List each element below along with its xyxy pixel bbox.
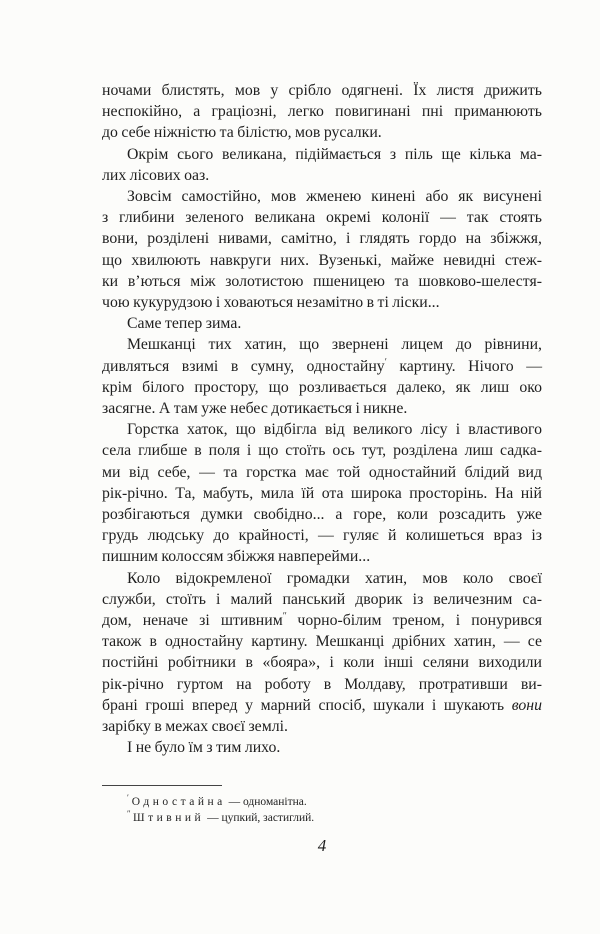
text-line: рік-річно гуртом на роботу в Молдаву, протративши ви- [102,675,542,693]
text-line: неспокійно, а граціозні, легко повигинані пні приманюють [102,103,542,121]
paragraph [102,334,542,419]
text-line: зарібку в межах своєї землі. [102,718,288,736]
footnote-marker: ʺ [127,808,131,819]
text-line: з глибини зеленого великана окремі колонії — так стоять [102,209,542,227]
text-line: Окрім сього великана, підіймається з піль ще кілька ма- [127,145,542,163]
footnotes-section [102,785,542,826]
text-line: І не було їм з тим лихо. [127,739,281,757]
text-line: ночами блистять, мов у срібло одягнені. Їх листя дрижить [102,82,542,99]
text-line: постійні робітники в «бояра», і коли інші селяни виходили [102,654,542,672]
text-line: Зовсім самостійно, мов жменею кинені або як висунені [127,188,542,206]
paragraph [102,313,542,334]
paragraph [102,568,542,738]
footnote-term: Одностайна [131,796,226,808]
text-line: до себе ніжністю та білістю, мов русалки. [102,124,382,142]
footnote-rule [102,785,222,786]
paragraph [102,144,542,186]
footnote-marker: ʹ [384,356,387,368]
text-line: пишним колоссям збіжжя навперейми... [102,548,371,566]
text-line: ми від себе, — та горстка має той одностайний блідий вид [102,463,542,481]
text-line: дивляться взимі в сумну, одностайну$^ʹ$ картину. Нічого — [102,356,542,375]
footnote-marker: ʹ [127,792,129,803]
text-line: засягне. А там уже небес дотикається і никне. [102,400,408,418]
paragraph [102,80,542,144]
text-line: також в одностайну картину. Мешканці дрібних хатин, — се [102,633,542,651]
footnote-list [102,794,542,826]
text-line: дом, неначе зі штивним$^ʺ$ чорно-білим треном, і понурився [102,610,542,630]
body-text [102,80,542,759]
text-line: служби, стоїть і малий панський дворик із величезним са- [102,590,542,608]
text-line: Коло відокремленої громадки хатин, мов коло своєї [127,569,542,587]
footnote-term: Штивний [133,812,205,824]
text-line: брані гроші вперед у марний спосіб, шукали і шукають вони [102,696,542,714]
text-line: вони, розділені нивами, самітно, і глядять гордо на збіжжя, [102,230,542,248]
text-line: Саме тепер зима. [127,315,242,333]
footnote-entry: $^ʹ$ Одностайна — одноманітна. [127,792,307,808]
paragraph [102,186,542,313]
footnote-entry: $^ʺ$ Штивний — цупкий, застиглий. [127,808,315,824]
italic-text: вони [511,696,542,714]
text-line: Мешканці тих хатин, що звернені лицем до рівнини, [127,336,542,354]
text-line: чою кукурудзою і ховаються незамітно в ті ліски... [102,294,440,312]
text-line: лих лісових оаз. [102,166,210,184]
text-line: розбігаються думки свобідно... а горе, коли розсадить уже [102,506,542,524]
text-line: що хвилюють навкруги них. Вузенькі, майже невидні стеж- [102,251,542,269]
text-line: грудь людську до крайності, — гуляє й колишеться враз із [102,527,542,545]
paragraph [102,737,542,758]
footnote-marker: ʺ [282,610,287,622]
text-line: села глибше в поля і що стоїть ось тут, розділена лиш садка- [102,442,542,460]
text-line: Горстка хаток, що відбігла від великого лісу і властивого [127,421,542,439]
page-number: 4 [317,836,327,855]
text-line: рік-річно. Та, мабуть, мила їй ота широка просторінь. На ній [102,484,542,502]
paragraph [102,419,542,567]
text-line: ки в’ються між золотистою пшеницею та шовково-шелестя- [102,272,542,290]
text-line: крім білого простору, що розливається далеко, як лиш око [102,378,542,396]
